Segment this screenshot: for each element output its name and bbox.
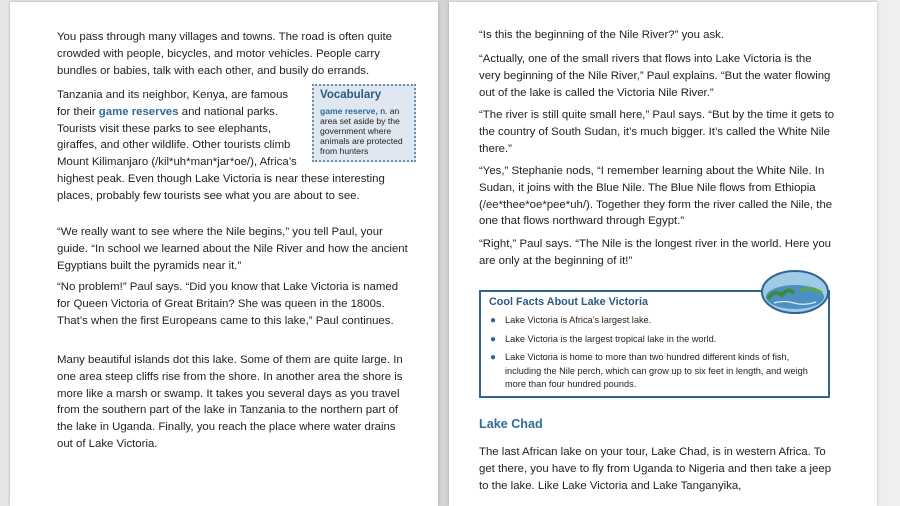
vocabulary-definition-text: n. an area set aside by the government where animals are protected from hunters <box>320 106 403 156</box>
lake-chad-heading: Lake Chad <box>479 417 543 431</box>
fact-text: Lake Victoria is home to more than two hundred different kinds of fish, including the Nile perch, which can grow up to six feet in length, and weigh more than four hundred pounds. <box>505 352 808 390</box>
paragraph-text: and national parks. Tourists visit these parks to see elephants, giraffes, and other wildlife. Other tourists climb Mount Kilimanjaro (/kil*uh*man*jar*oe/), Africa’s highest peak. Even though Lake Victoria is near these interesting places, probably few tourists see what you are about to see. <box>57 105 385 202</box>
bullet-icon: ● <box>490 333 497 345</box>
left-paragraph-4: “No problem!” Paul says. “Did you know that Lake Victoria is named for Queen Victoria of Great Britain? She was queen in the 1800s. That’s when the first Europeans came to this lake,” Paul continues. <box>57 281 399 327</box>
list-item <box>489 333 809 347</box>
list-item <box>489 351 809 392</box>
page-gutter <box>438 0 449 506</box>
bullet-icon: ● <box>490 315 497 326</box>
left-page <box>10 2 438 506</box>
right-paragraph-3: “The river is still quite small here,” Paul says. “But by the time it gets to the country of South Sudan, it’s much bigger. It’s called the White Nile there.” <box>479 109 835 155</box>
right-paragraph-6: The last African lake on your tour, Lake Chad, is in western Africa. To get there, you have to fly from Uganda to Nigeria and then take a jeep to the lake. Like Lake Victoria and Lake Tanganyika, <box>479 446 832 492</box>
right-page <box>449 2 877 506</box>
cool-facts-title: Cool Facts About Lake Victoria <box>489 296 648 308</box>
game-reserves-term[interactable]: game reserves <box>98 105 179 118</box>
left-paragraph-3: “We really want to see where the Nile begins,” you tell Paul, your guide. “In school we learned about the Nile River and how the ancient Egyptians built the pyramids near it.” <box>57 226 408 272</box>
right-paragraph-5: “Right,” Paul says. “The Nile is the longest river in the world. Here you are only at the beginning of it!” <box>479 238 831 267</box>
paragraph-text: Tanzania and its neighbor, Kenya, are famous for their <box>57 89 289 118</box>
left-paragraph-2 <box>57 87 409 205</box>
fact-text: Lake Victoria is the largest tropical lake in the world. <box>505 333 717 344</box>
vocabulary-box <box>312 84 416 162</box>
bullet-icon: ● <box>490 352 497 364</box>
left-paragraph-5: Many beautiful islands dot this lake. Some of them are quite large. In one area steep cliffs rise from the shore. In another area the shore is more like a marsh or swamp. It takes you several days as you travel from the southern part of the lake in Tanzania to the northern part of the lake in Uganda. Finally, you reach the place where water drains out of Lake Victoria. <box>57 354 403 450</box>
scroll-rail[interactable] <box>877 0 900 506</box>
vocabulary-title: Vocabulary <box>320 89 382 101</box>
left-paragraph-1: You pass through many villages and towns. The road is often quite crowded with people, bicycles, and motor vehicles. People carry bundles or babies, talk with each other, and busily do errands. <box>57 31 392 77</box>
right-paragraph-1: “Is this the beginning of the Nile River?” you ask. <box>479 29 725 41</box>
lake-illustration-icon <box>760 269 830 315</box>
right-paragraph-2: “Actually, one of the small rivers that flows into Lake Victoria is the very beginning of the Nile River,” Paul explains. “But the water flowing out of the lake is called the Victoria Nile River.” <box>479 53 831 99</box>
right-paragraph-4: “Yes,” Stephanie nods, “I remember learning about the White Nile. In Sudan, it joins with the Blue Nile. The Blue Nile flows from Ethiopia (/ee*thee*oe*pee*uh/). Together they form the river called the Nile, the one that flows northward through Egypt.” <box>479 165 833 228</box>
cool-facts-list <box>489 314 809 397</box>
list-item <box>489 314 809 328</box>
vocabulary-term: game reserve, <box>320 106 378 116</box>
fact-text: Lake Victoria is Africa’s largest lake. <box>505 315 652 325</box>
vocabulary-definition <box>320 106 410 156</box>
